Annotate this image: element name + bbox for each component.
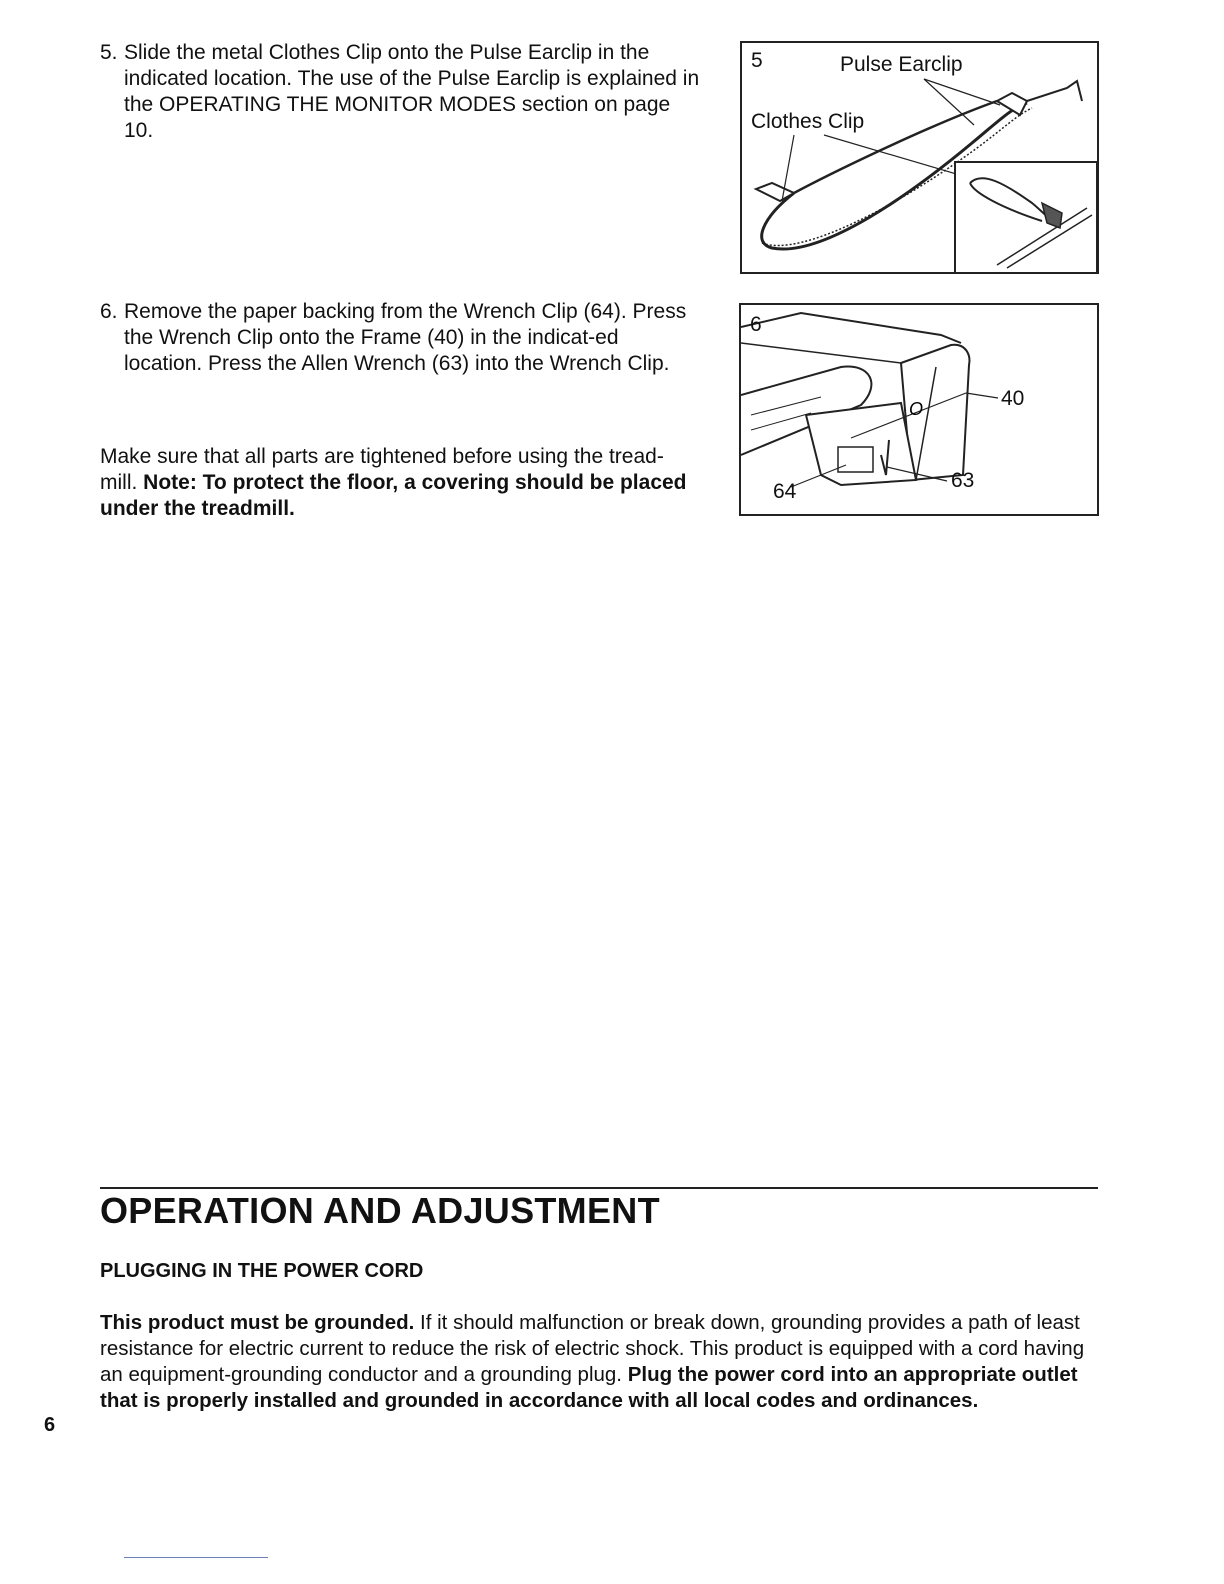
paragraph-bold-lead: This product must be grounded. [100, 1311, 415, 1334]
label-allen-wrench-63: 63 [951, 469, 975, 492]
figure-5 [740, 41, 1099, 274]
figure-number: 5 [751, 49, 763, 72]
step-text: Slide the metal Clothes Clip onto the Pulse Earclip in the indicated location. The use of the Pulse Earclip is explained in the OPERATING THE MONITOR MODES section on page 10. [124, 41, 700, 142]
label-clothes-clip: Clothes Clip [751, 110, 865, 133]
note-text: Make sure that all parts are tightened before using the tread-mill. [100, 445, 664, 494]
note-bold: Note: To protect the floor, a covering should be placed under the treadmill. [100, 471, 687, 520]
svg-text:O: O [909, 399, 924, 419]
step-6 [100, 299, 700, 377]
step-5 [100, 40, 700, 144]
step-number: 6. [100, 300, 118, 323]
tightening-note [100, 444, 700, 522]
footer-rule [124, 1557, 268, 1558]
subheading: PLUGGING IN THE POWER CORD [100, 1260, 424, 1282]
earclip-illustration [742, 43, 1097, 272]
paragraph-bold-tail: Plug the power cord into an appropriate outlet that is properly installed and grounded in accordance with all local codes and ordinances. [100, 1363, 1078, 1412]
page-number: 6 [44, 1414, 56, 1436]
label-wrench-clip-64: 64 [773, 480, 797, 503]
figure-number: 6 [750, 313, 762, 336]
step-number: 5. [100, 41, 118, 64]
section-divider [100, 1187, 1098, 1189]
section-title: OPERATION AND ADJUSTMENT [100, 1190, 660, 1231]
paragraph-text: If it should malfunction or break down, grounding provides a path of least resistance for electric current to reduce the risk of electric shock. This product is equipped with a cord having an equipment-grounding conductor and a grounding plug. [100, 1311, 1085, 1386]
label-frame-40: 40 [1001, 387, 1025, 410]
label-pulse-earclip: Pulse Earclip [840, 53, 963, 76]
figure-6 [739, 303, 1099, 516]
step-text: Remove the paper backing from the Wrench Clip (64). Press the Wrench Clip onto the Frame (40) in the indicat-ed location. Press the Allen Wrench (63) into the Wrench Clip. [124, 300, 687, 375]
grounding-paragraph [100, 1310, 1100, 1414]
